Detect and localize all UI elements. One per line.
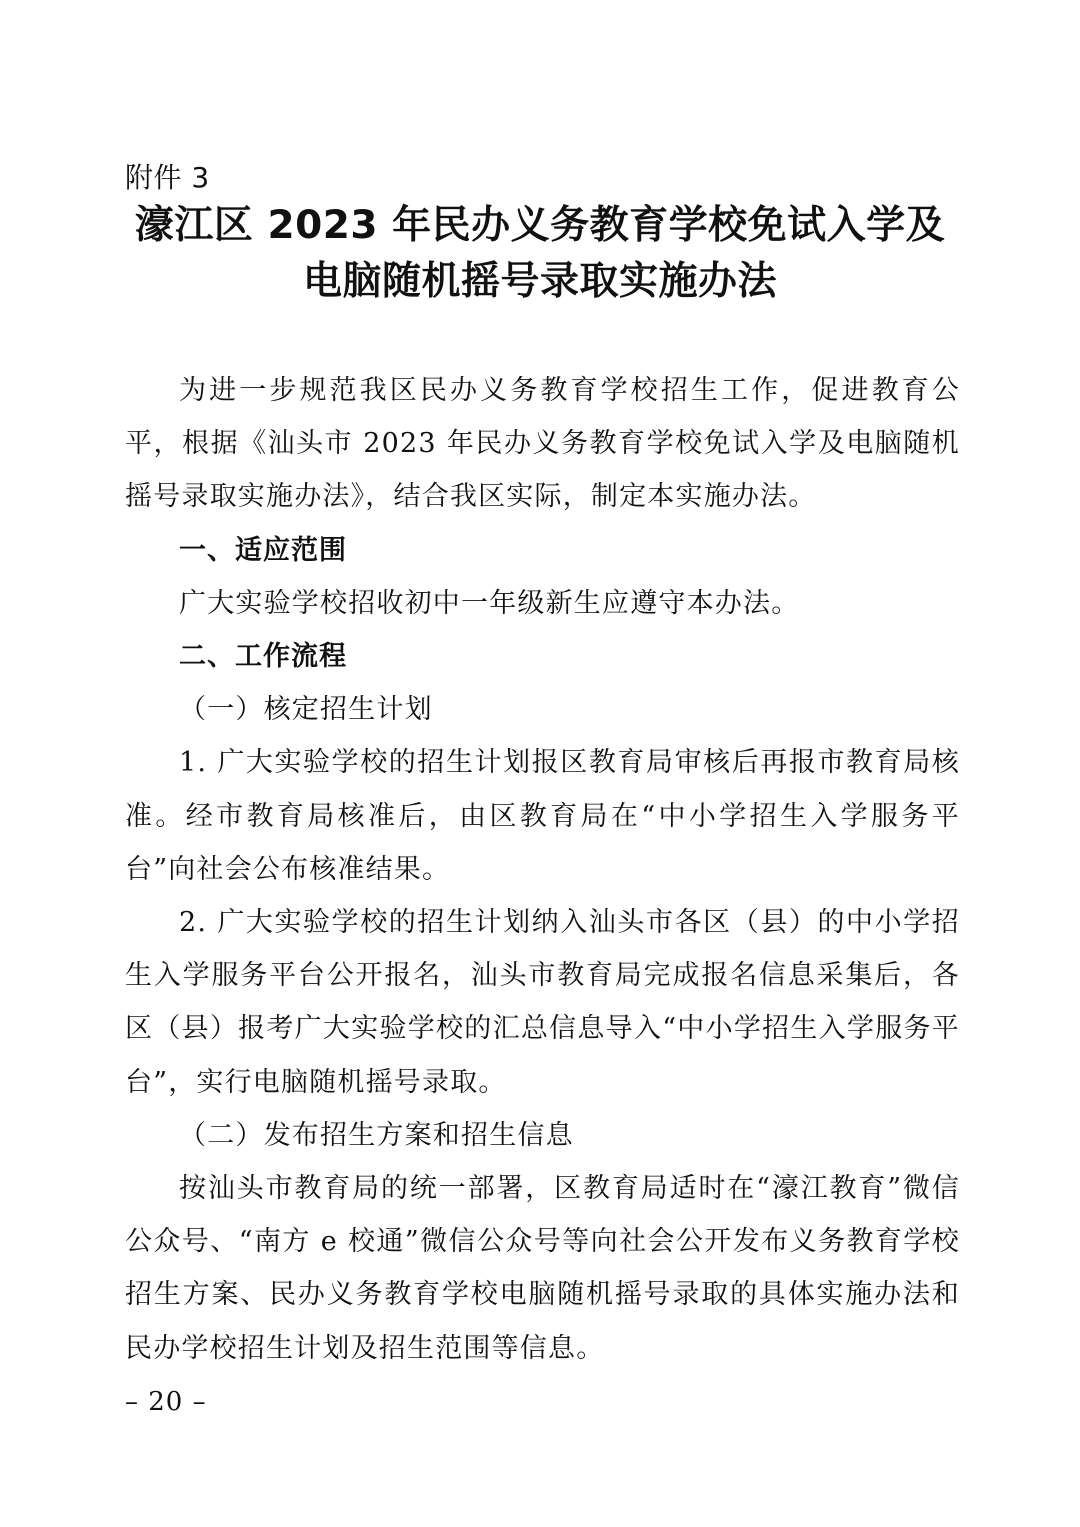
document-title xyxy=(0,198,1080,310)
plan-item-1: 1. 广大实验学校的招生计划报区教育局审核后再报市教育局核准。经市教育局核准后，由区教育局在“中小学招生入学服务平台”向社会公布核准结果。 xyxy=(125,747,960,885)
plan-item-2: 2. 广大实验学校的招生计划纳入汕头市各区（县）的中小学招生入学服务平台公开报名，汕头市教育局完成报名信息采集后，各区（县）报考广大实验学校的汇总信息导入“中小学招生入学服务平台”，实行电脑随机摇号录取。 xyxy=(125,907,960,1098)
section-heading-workflow: 二、工作流程 xyxy=(179,641,347,673)
document-body xyxy=(125,364,960,1375)
subsection-heading-plan: （一）核定招生计划 xyxy=(179,694,433,726)
document-title-line-2: 电脑随机摇号录取实施办法 xyxy=(302,259,777,304)
page-number: – 20 – xyxy=(125,1387,207,1417)
publish-paragraph: 按汕头市教育局的统一部署，区教育局适时在“濠江教育”微信公众号、“南方 e 校通”微信公众号等向社会公开发布义务教育学校招生方案、民办义务教育学校电脑随机摇号录取的具体实施办法和民办学校招生计划及招生范围等信息。 xyxy=(125,1173,960,1364)
subsection-heading-publish: （二）发布招生方案和招生信息 xyxy=(179,1119,574,1151)
section-heading-scope: 一、适应范围 xyxy=(179,534,347,566)
intro-paragraph: 为进一步规范我区民办义务教育学校招生工作，促进教育公平，根据《汕头市 2023 年民办义务教育学校免试入学及电脑随机摇号录取实施办法》，结合我区实际，制定本实施办法。 xyxy=(125,375,960,513)
document-title-line-1: 濠江区 2023 年民办义务教育学校免试入学及 xyxy=(134,203,946,248)
attachment-label: 附件 3 xyxy=(125,161,210,194)
scope-paragraph: 广大实验学校招收初中一年级新生应遵守本办法。 xyxy=(179,587,800,619)
